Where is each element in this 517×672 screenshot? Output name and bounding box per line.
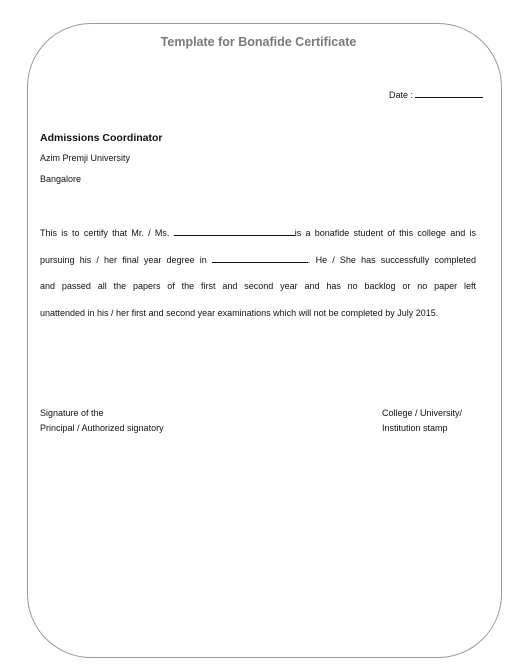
- addressee-line-1: Azim Premji University: [40, 153, 131, 163]
- certificate-border: [27, 23, 502, 658]
- body-text-segment: pursuing his / her final year degree in: [40, 254, 212, 265]
- signature-right-line-1: College / University/: [382, 408, 463, 418]
- date-label: Date :: [388, 90, 413, 100]
- body-text-segment: . He / She has successfully completed: [307, 254, 476, 265]
- signature-left: [40, 406, 164, 436]
- body-line-4: unattended in his / her first and second year examinations which will not be completed by July 2015.: [40, 307, 439, 318]
- document-title: Template for Bonafide Certificate: [160, 35, 357, 49]
- addressee-name: Admissions Coordinator: [40, 132, 163, 144]
- body-text-segment: is a bonafide student of this college and is: [294, 228, 476, 238]
- certificate-body: [40, 220, 476, 326]
- name-blank-line: [174, 226, 295, 236]
- body-line-2: [40, 247, 476, 274]
- body-text-segment: This is to certify that Mr. / Ms.: [40, 228, 174, 238]
- date-blank-line: [415, 88, 483, 98]
- addressee-line-2: Bangalore: [40, 174, 82, 184]
- signature-right-line-2: Institution stamp: [382, 423, 448, 433]
- body-line-3: and passed all the papers of the first and second year and has no backlog or no paper left: [40, 281, 476, 291]
- signature-left-line-2: Principal / Authorized signatory: [40, 423, 164, 433]
- date-field: [389, 88, 483, 100]
- signature-left-line-1: Signature of the: [40, 408, 104, 418]
- body-line-1: [40, 220, 476, 247]
- degree-blank-line: [212, 253, 308, 263]
- signature-right: [382, 406, 462, 436]
